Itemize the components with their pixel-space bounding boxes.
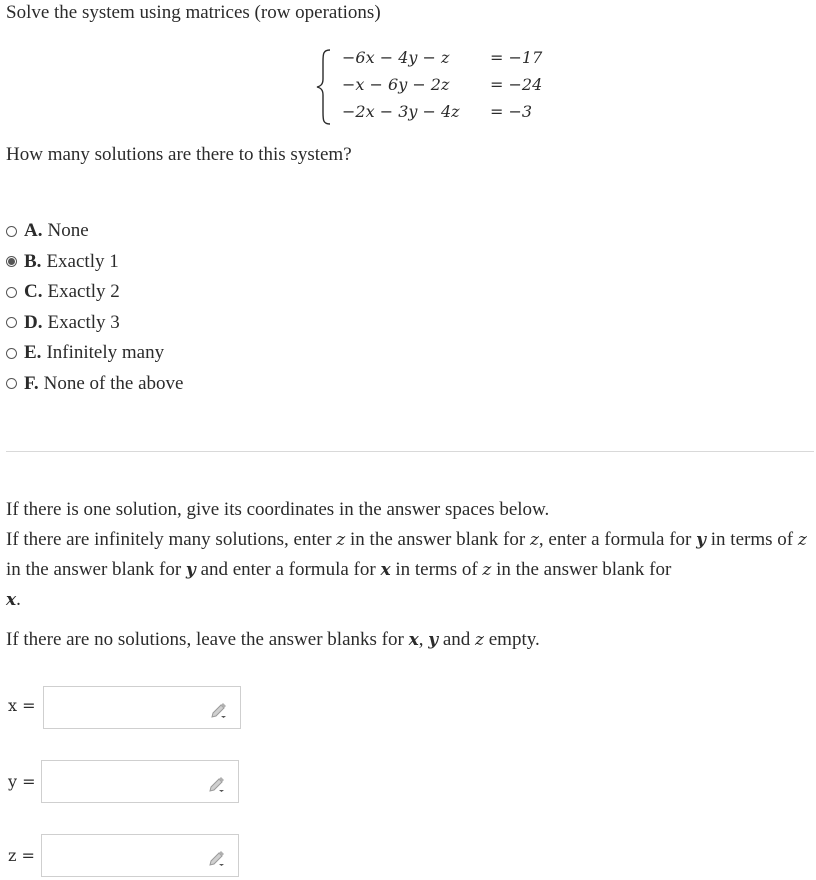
answer-label-x: x = (8, 696, 36, 715)
equation-lhs: −x − 6y − 2z (342, 75, 450, 94)
var-x: x (6, 590, 17, 610)
equation-rhs: = −3 (490, 102, 533, 121)
equation-system (316, 48, 556, 126)
radio-icon[interactable] (6, 226, 17, 237)
choice-b[interactable] (6, 247, 183, 278)
instruction-text: If there are no solutions, leave the answer blanks for (6, 629, 404, 650)
var-z: z (482, 560, 492, 580)
left-brace-icon (316, 48, 332, 126)
instructions-solution (6, 495, 814, 615)
var-x: x (380, 560, 391, 580)
choice-c[interactable] (6, 277, 183, 308)
choice-letter: F. (24, 372, 39, 394)
section-divider (6, 451, 814, 452)
var-y: y (185, 560, 196, 580)
choice-text: None of the above (43, 372, 184, 394)
instruction-text: in terms of (710, 529, 794, 550)
var-z: z (336, 530, 346, 550)
var-z: z (529, 530, 539, 550)
choice-text: None (47, 220, 89, 242)
choice-text: Exactly 1 (46, 250, 119, 272)
choice-text: Exactly 3 (47, 311, 120, 333)
instruction-text: and (442, 629, 471, 650)
radio-icon[interactable] (6, 256, 17, 267)
pencil-icon[interactable] (210, 700, 228, 718)
instruction-text: , enter a formula for (538, 529, 692, 550)
var-y: y (428, 630, 439, 650)
choice-letter: D. (24, 311, 43, 333)
instruction-text: If there are infinitely many solutions, enter (6, 529, 332, 550)
equation-lhs: −2x − 3y − 4z (342, 102, 460, 121)
var-y: y (696, 530, 707, 550)
radio-icon[interactable] (6, 317, 17, 328)
instruction-text: empty. (488, 629, 540, 650)
problem-prompt: Solve the system using matrices (row operations) (6, 2, 381, 23)
instruction-text: and enter a formula for (200, 559, 376, 580)
answer-label-y: y = (8, 772, 36, 791)
instruction-text: in the answer blank for (350, 529, 526, 550)
choice-text: Exactly 2 (47, 281, 120, 303)
choice-text: Infinitely many (46, 342, 165, 364)
pencil-icon[interactable] (208, 774, 226, 792)
choice-f[interactable] (6, 369, 183, 400)
var-z: z (475, 630, 484, 650)
equation-lhs: −6x − 4y − z (342, 48, 450, 67)
answer-input-y[interactable] (41, 760, 239, 803)
choice-d[interactable] (6, 308, 183, 339)
radio-icon[interactable] (6, 287, 17, 298)
choice-a[interactable] (6, 216, 183, 247)
answer-label-z: z = (8, 846, 35, 865)
question-text: How many solutions are there to this system? (6, 144, 352, 165)
equation-rhs: = −24 (490, 75, 543, 94)
var-x: x (408, 630, 419, 650)
instruction-infinite: If there are infinitely many solutions, enter z in the answer blank for z, enter a formula for y in terms of z in the answer blank for y and enter a formula for x in terms of z in the answer blank for x. (6, 529, 807, 610)
instruction-text: in terms of (395, 559, 478, 580)
choice-e[interactable] (6, 338, 183, 369)
instruction-text: in the answer blank for (496, 559, 672, 580)
pencil-icon[interactable] (208, 848, 226, 866)
choice-letter: C. (24, 281, 43, 303)
choice-letter: B. (24, 250, 42, 272)
instruction-no-solution (6, 625, 814, 655)
instruction-one-solution: If there is one solution, give its coordinates in the answer spaces below. (6, 499, 550, 520)
instruction-text: , (418, 629, 424, 650)
equation-rhs: = −17 (490, 48, 543, 67)
radio-icon[interactable] (6, 378, 17, 389)
answer-input-x[interactable] (43, 686, 241, 729)
var-z: z (797, 530, 807, 550)
answer-input-z[interactable] (41, 834, 239, 877)
choice-letter: E. (24, 342, 42, 364)
choice-list (6, 216, 183, 399)
radio-icon[interactable] (6, 348, 17, 359)
choice-letter: A. (24, 220, 43, 242)
instruction-text: in the answer blank for (6, 559, 182, 580)
